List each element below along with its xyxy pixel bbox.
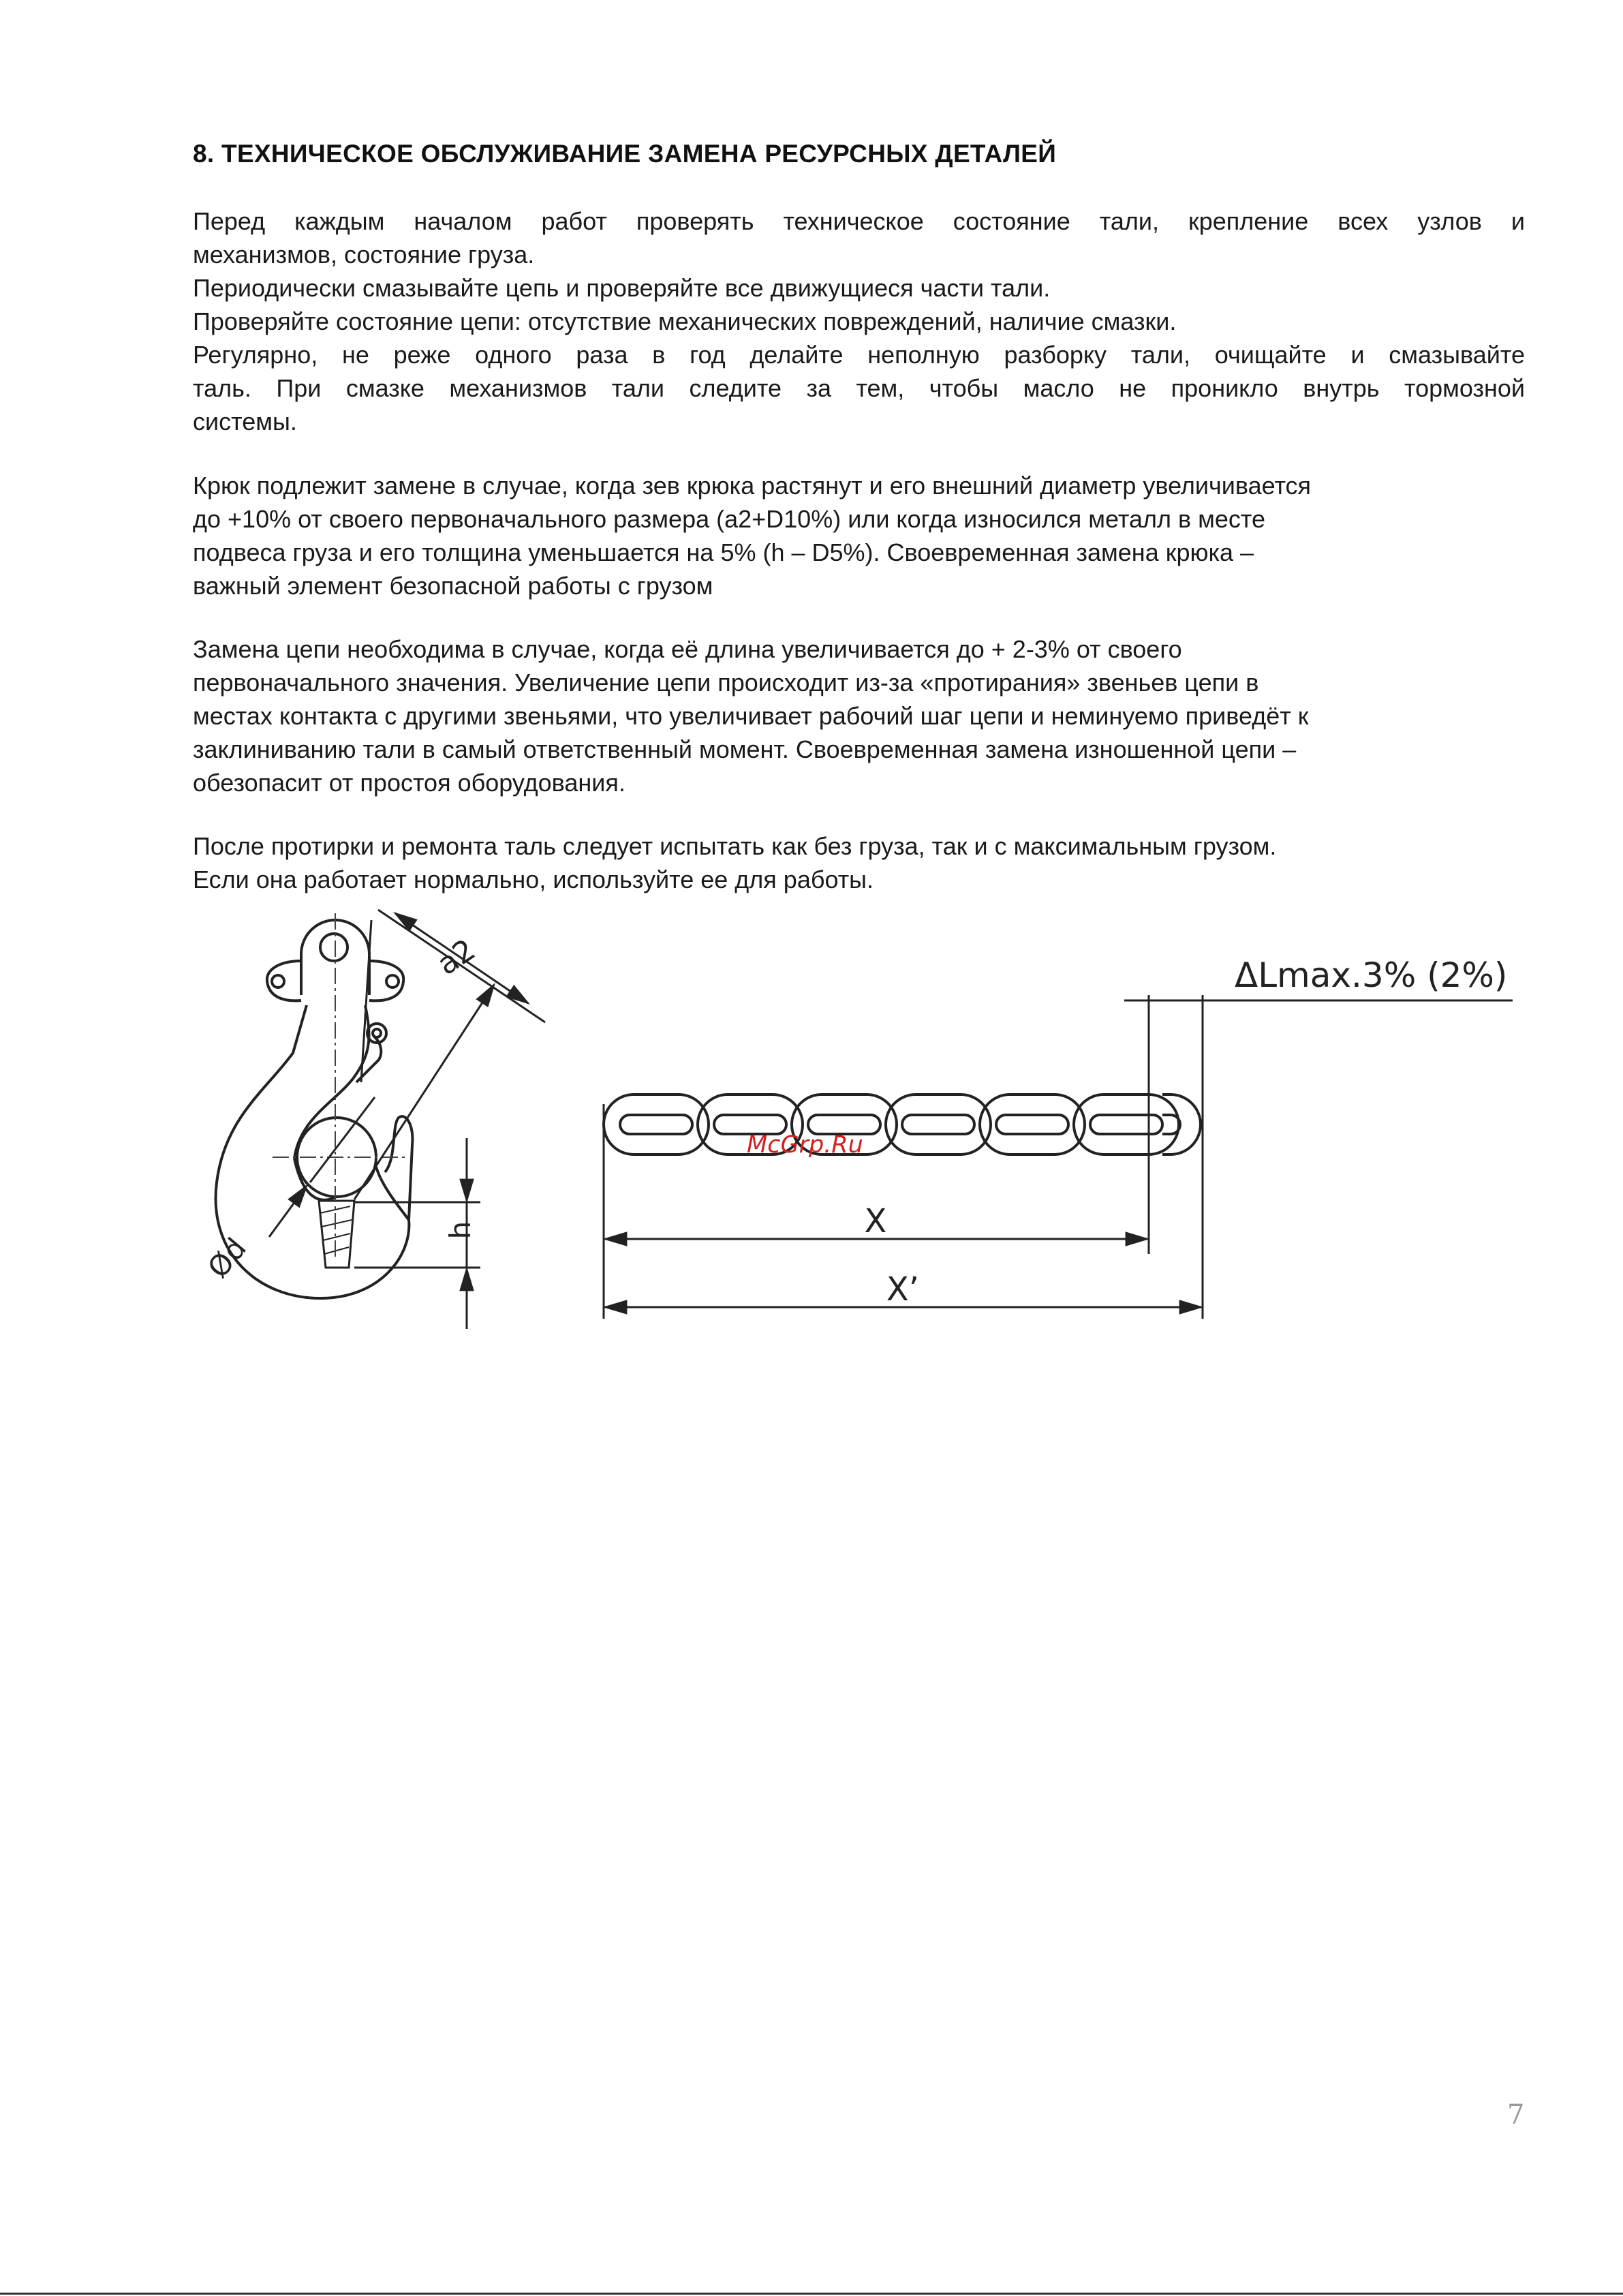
text-line: Крюк подлежит замене в случае, когда зев крюка растянут и его внешний диаметр увеличивается: [193, 472, 1312, 500]
text-line: обезопасит от простоя оборудования.: [193, 769, 625, 797]
text-line: Перед каждым началом работ проверять техническое состояние тали, крепление всех узлов и: [193, 207, 1525, 235]
label-delta-lmax: ΔLmax.3% (2%): [1235, 955, 1508, 995]
hook-drawing: [216, 920, 413, 1298]
chain-drawing: [604, 1095, 1201, 1154]
text-line: важный элемент безопасной работы с грузом: [193, 572, 713, 600]
text-line: механизмов, состояние груза.: [193, 241, 535, 269]
dimension-d: [269, 1097, 375, 1237]
page-bottom-border: [0, 2293, 1623, 2295]
text-line: Регулярно, не реже одного раза в год делайте неполную разборку тали, очищайте и смазывайте: [193, 341, 1525, 369]
watermark: McGrp.Ru: [747, 1131, 863, 1159]
chain-dimensions: [604, 995, 1513, 1319]
text-line: Периодически смазывайте цепь и проверяйте все движущиеся части тали.: [193, 274, 1051, 302]
text-line: подвеса груза и его толщина уменьшается на 5% (h – D5%). Своевременная замена крюка –: [193, 538, 1254, 566]
text-line: таль. При смазке механизмов тали следите за тем, чтобы масло не проникло внутрь тормозной: [193, 374, 1525, 402]
page-number: 7: [1507, 2099, 1525, 2130]
label-x: X: [864, 1202, 887, 1240]
text-line: После протирки и ремонта таль следует испытать как без груза, так и с максимальным грузом.: [193, 832, 1277, 860]
text-line: Проверяйте состояние цепи: отсутствие механических повреждений, наличие смазки.: [193, 307, 1177, 335]
text-line: местах контакта с другими звеньями, что увеличивает рабочий шаг цепи и неминуемо приведёт к: [193, 702, 1309, 730]
text-line: системы.: [193, 408, 297, 435]
hook-eye-hole: [320, 934, 347, 961]
text-line: до +10% от своего первоначального размера (a2+D10%) или когда износился металл в месте: [193, 505, 1265, 533]
section-heading: 8. ТЕХНИЧЕСКОЕ ОБСЛУЖИВАНИЕ ЗАМЕНА РЕСУРСНЫХ ДЕТАЛЕЙ: [193, 140, 1057, 168]
label-a2: a2: [431, 932, 482, 983]
text-line: Замена цепи необходима в случае, когда её длина увеличивается до + 2-3% от своего: [193, 635, 1182, 663]
label-h: h: [444, 1221, 477, 1240]
text-line: заклиниванию тали в самый ответственный момент. Своевременная замена изношенной цепи –: [193, 735, 1297, 763]
label-d: Ød: [201, 1231, 253, 1285]
label-x-prime: X’: [886, 1270, 920, 1308]
text-line: Если она работает нормально, используйте ее для работы.: [193, 866, 874, 893]
text-line: первоначального значения. Увеличение цепи происходит из-за «протирания» звеньев цепи в: [193, 669, 1259, 697]
